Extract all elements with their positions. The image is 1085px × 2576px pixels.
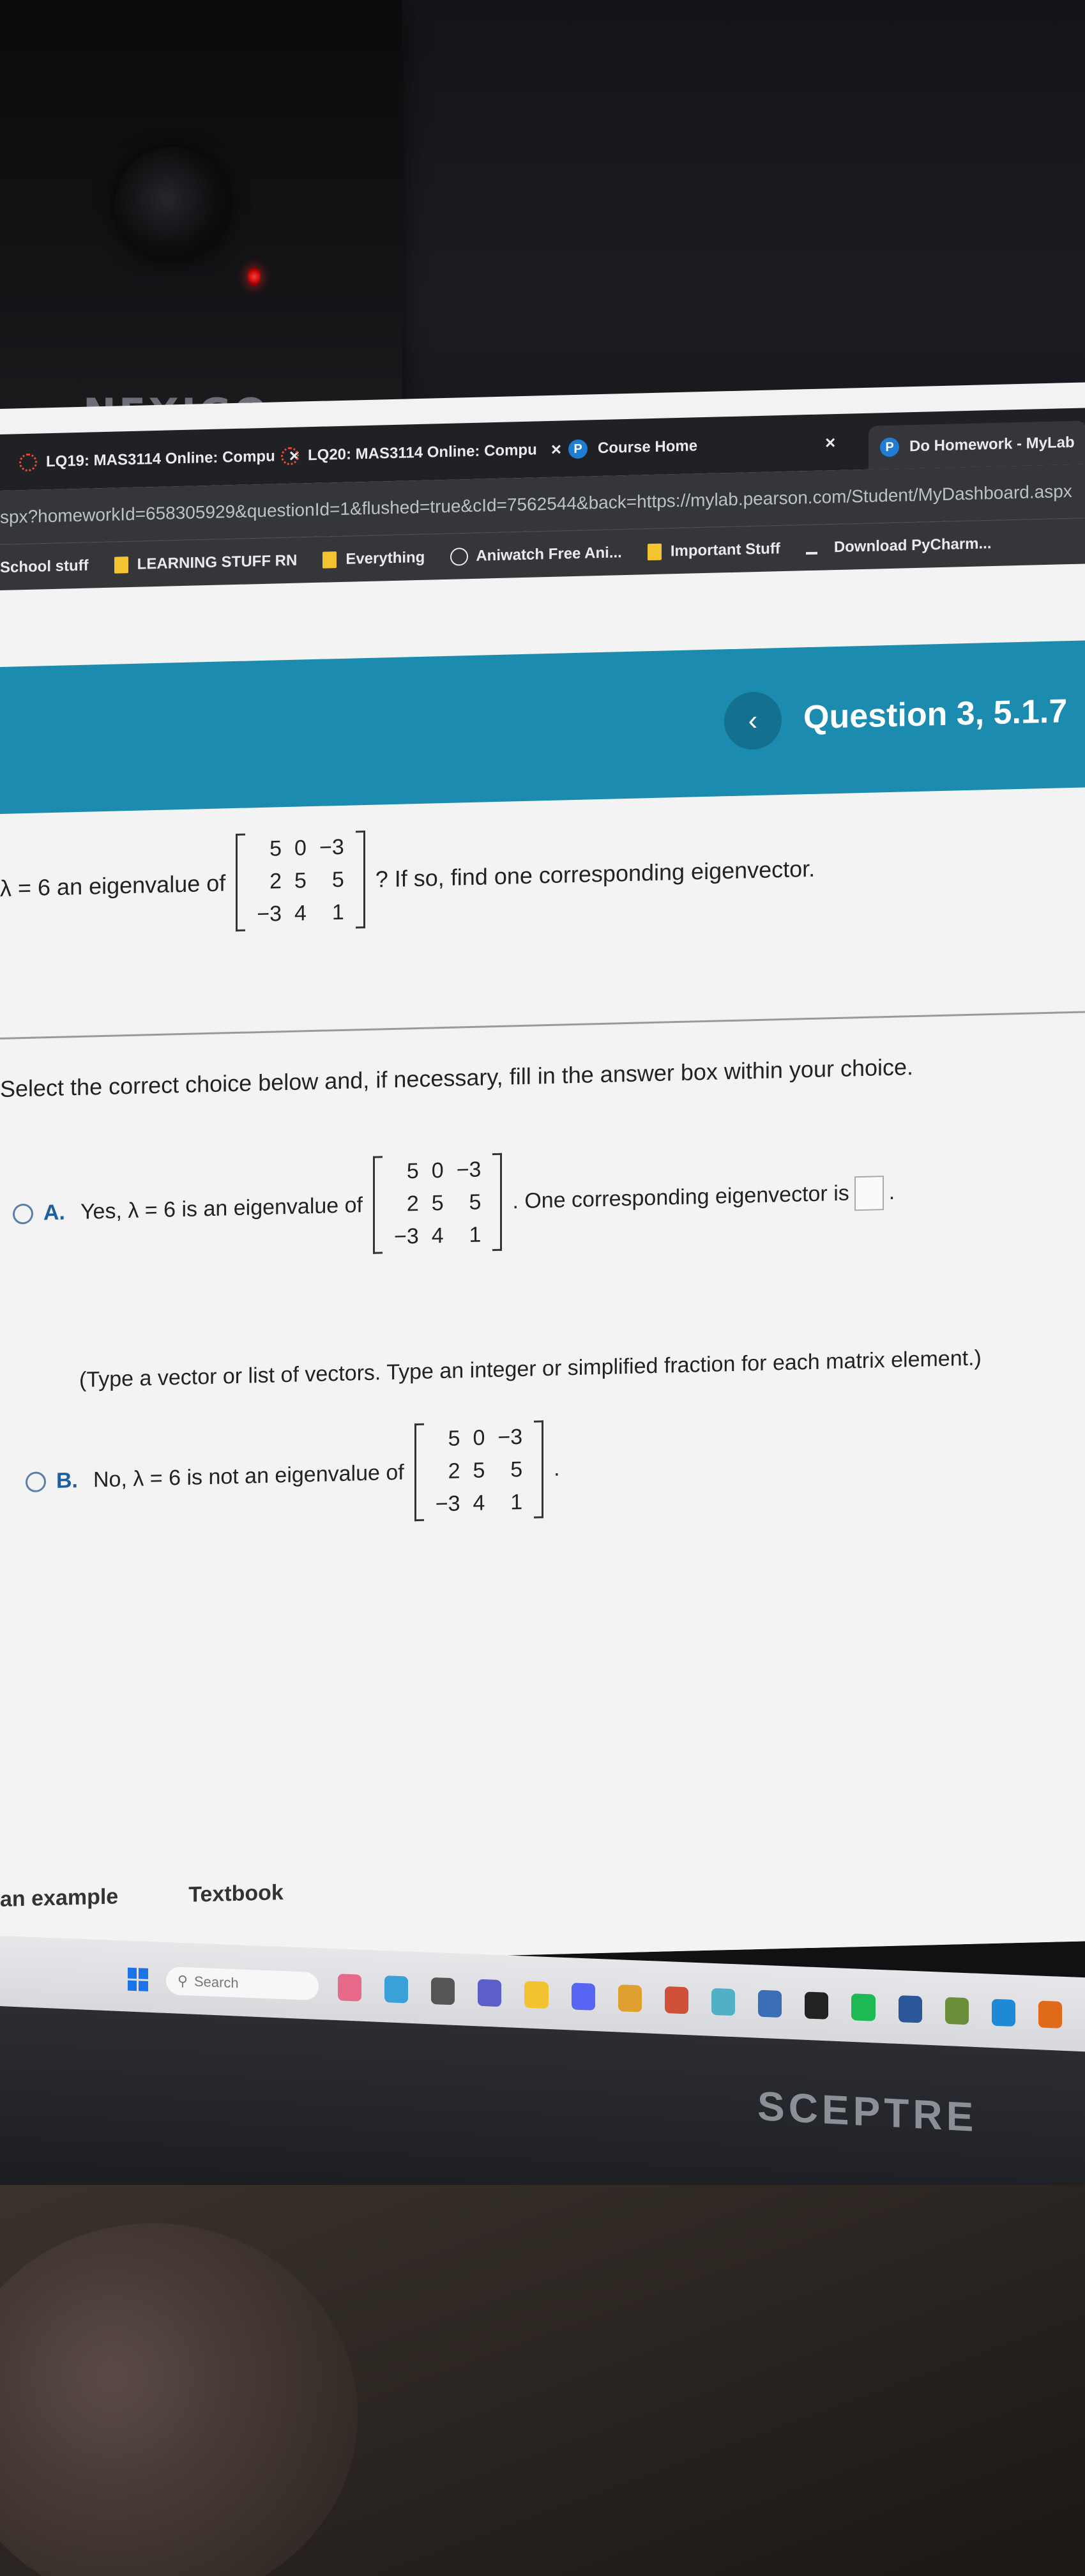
loading-spinner-icon <box>281 447 299 466</box>
app-icon[interactable] <box>711 1988 735 2016</box>
bookmark-important-stuff[interactable] <box>648 540 780 561</box>
copilot-icon[interactable] <box>384 1975 408 2003</box>
matrix-cell: −3 <box>456 1157 482 1183</box>
choice-b-end: . <box>554 1456 560 1481</box>
search-icon: ⚲ <box>177 1972 188 1989</box>
matrix-cell: −3 <box>319 834 344 860</box>
matrix-cell: 5 <box>510 1457 523 1482</box>
tab-label: LQ20: MAS3114 Online: Compu <box>308 441 537 464</box>
choice-a-suffix: . One corresponding eigenvector is <box>512 1181 849 1214</box>
textbook-link[interactable]: Textbook <box>188 1880 284 1907</box>
matrix-cell: 5 <box>269 836 282 861</box>
matrix-bracket-left <box>414 1423 424 1521</box>
windows-icon[interactable] <box>128 1968 148 1991</box>
file-explorer-icon[interactable] <box>431 1977 455 2005</box>
matrix-cell: 2 <box>269 869 282 894</box>
close-icon[interactable]: × <box>550 439 562 459</box>
folder-icon <box>322 551 337 569</box>
bookmark-label: Important Stuff <box>670 540 780 560</box>
question-prefix: λ = 6 an eigenvalue of <box>0 869 226 901</box>
bookmark-label: Download PyCharm... <box>833 535 992 556</box>
tab-do-homework[interactable] <box>869 420 1085 469</box>
matrix-cell: 0 <box>294 836 307 861</box>
widgets-icon[interactable] <box>338 1974 361 2001</box>
tab-label: LQ19: MAS3114 Online: Compu <box>46 447 275 471</box>
bookmark-label: Everything <box>345 548 425 568</box>
matrix-cell: 5 <box>448 1426 460 1451</box>
bookmark-school-stuff[interactable] <box>0 557 89 577</box>
matrix-cell: 2 <box>406 1191 419 1216</box>
homework-page <box>0 564 1085 1968</box>
teams-icon[interactable] <box>478 1979 501 2007</box>
notepad-icon[interactable] <box>758 1990 782 2018</box>
word-icon[interactable] <box>899 1995 922 2023</box>
url-text: spx?homeworkId=658305929&questionId=1&flushed=true&cId=7562544&back=https://mylab.pearson.com/Student/MyDashboard.aspx <box>0 480 1072 527</box>
tab-lq20[interactable] <box>281 434 561 473</box>
chrome-icon[interactable] <box>665 1986 688 2014</box>
webcam <box>0 0 402 460</box>
question-suffix: ? If so, find one corresponding eigenvector. <box>375 855 816 893</box>
spotify-icon[interactable] <box>851 1993 875 2021</box>
search-placeholder: Search <box>193 1973 239 1991</box>
radio-button-b[interactable] <box>26 1471 46 1492</box>
folder-icon <box>114 556 128 574</box>
minecraft-icon[interactable] <box>945 1997 969 2025</box>
loading-spinner-icon <box>19 454 37 472</box>
bookmark-label: Aniwatch Free Ani... <box>476 544 622 565</box>
dash-icon <box>806 552 817 555</box>
discord-icon[interactable] <box>572 1982 595 2010</box>
matrix-cell: −3 <box>394 1223 419 1249</box>
choice-a-matrix <box>373 1153 502 1254</box>
sublime-icon[interactable] <box>1038 2000 1062 2028</box>
close-icon[interactable]: × <box>289 445 300 466</box>
monitor-brand-label: SCEPTRE <box>757 2082 978 2141</box>
chrome-icon[interactable] <box>618 1984 642 2012</box>
github-icon[interactable] <box>805 1991 828 2019</box>
matrix-bracket-left <box>373 1156 383 1254</box>
matrix-cell: 5 <box>469 1190 482 1215</box>
tab-label: Do Homework - MyLab <box>909 433 1075 456</box>
question-matrix <box>236 831 365 931</box>
matrix-cell: 5 <box>294 868 307 893</box>
choice-a-hint: (Type a vector or list of vectors. Type an integer or simplified fraction for each matrix element.) <box>79 1346 982 1392</box>
matrix-cell: 1 <box>510 1490 523 1515</box>
matrix-cell: 4 <box>294 901 307 926</box>
question-text <box>0 820 815 937</box>
matrix-cell: 1 <box>331 900 344 925</box>
bookmark-learning-stuff[interactable] <box>114 552 298 574</box>
choice-a-end: . <box>888 1179 895 1204</box>
pearson-icon: P <box>880 438 899 457</box>
bookmark-download-pycharm[interactable] <box>806 535 992 557</box>
taskbar-search[interactable] <box>166 1966 319 2000</box>
tab-course-home[interactable] <box>568 427 835 465</box>
bookmark-aniwatch[interactable] <box>450 544 621 566</box>
matrix-bracket-left <box>236 834 245 931</box>
choice-a-prefix: Yes, λ = 6 is an eigenvalue of <box>80 1193 363 1224</box>
matrix-cell: 5 <box>406 1158 419 1184</box>
matrix-cell: 0 <box>431 1158 444 1183</box>
choice-b[interactable] <box>26 1420 560 1531</box>
matrix-bracket-right <box>356 831 365 928</box>
matrix-cell: 5 <box>473 1458 485 1483</box>
choice-a[interactable] <box>13 1144 895 1263</box>
instruction-text: Select the correct choice below and, if necessary, fill in the answer box within your choice. <box>0 1054 914 1102</box>
matrix-cell: 0 <box>473 1425 485 1450</box>
matrix-cell: −3 <box>435 1491 460 1517</box>
bookmark-everything[interactable] <box>322 549 425 569</box>
folder-icon <box>648 544 662 561</box>
question-header <box>0 640 1085 814</box>
matrix-cell: 5 <box>331 867 344 893</box>
choice-b-matrix <box>414 1420 543 1521</box>
edge-icon[interactable] <box>992 1999 1015 2027</box>
matrix-cell: 4 <box>473 1491 485 1515</box>
tab-lq19[interactable] <box>19 440 300 479</box>
monitor-screen <box>0 382 1085 1968</box>
webcam-led-indicator <box>248 267 261 286</box>
view-example-link[interactable]: an example <box>0 1884 119 1912</box>
matrix-bracket-right <box>534 1420 543 1518</box>
matrix-cell: 2 <box>448 1459 460 1483</box>
globe-icon <box>450 548 468 566</box>
matrix-bracket-right <box>492 1153 502 1251</box>
close-icon[interactable]: × <box>825 433 836 453</box>
section-divider <box>0 1011 1085 1039</box>
question-title: Question 3, 5.1.7 <box>803 693 1068 737</box>
bookmark-label: School stuff <box>0 556 89 576</box>
back-button[interactable] <box>724 691 782 750</box>
choice-letter: A. <box>43 1200 65 1225</box>
matrix-cell: 1 <box>469 1222 482 1248</box>
chevron-left-icon: ‹ <box>748 705 758 737</box>
choice-letter: B. <box>56 1468 78 1493</box>
webcam-lens <box>115 147 230 262</box>
matrix-cell: 4 <box>431 1223 444 1248</box>
folder-icon[interactable] <box>524 1981 548 2009</box>
choice-b-prefix: No, λ = 6 is not an eigenvalue of <box>93 1460 404 1492</box>
matrix-cell: −3 <box>257 901 282 927</box>
bottom-links <box>0 1878 354 1912</box>
pearson-icon: P <box>568 440 588 459</box>
radio-button-a[interactable] <box>13 1203 33 1224</box>
tab-label: Course Home <box>598 437 698 457</box>
matrix-cell: 5 <box>431 1191 444 1216</box>
bookmark-label: LEARNING STUFF RN <box>137 551 298 573</box>
matrix-cell: −3 <box>497 1425 523 1450</box>
eigenvector-answer-input[interactable] <box>854 1176 884 1211</box>
